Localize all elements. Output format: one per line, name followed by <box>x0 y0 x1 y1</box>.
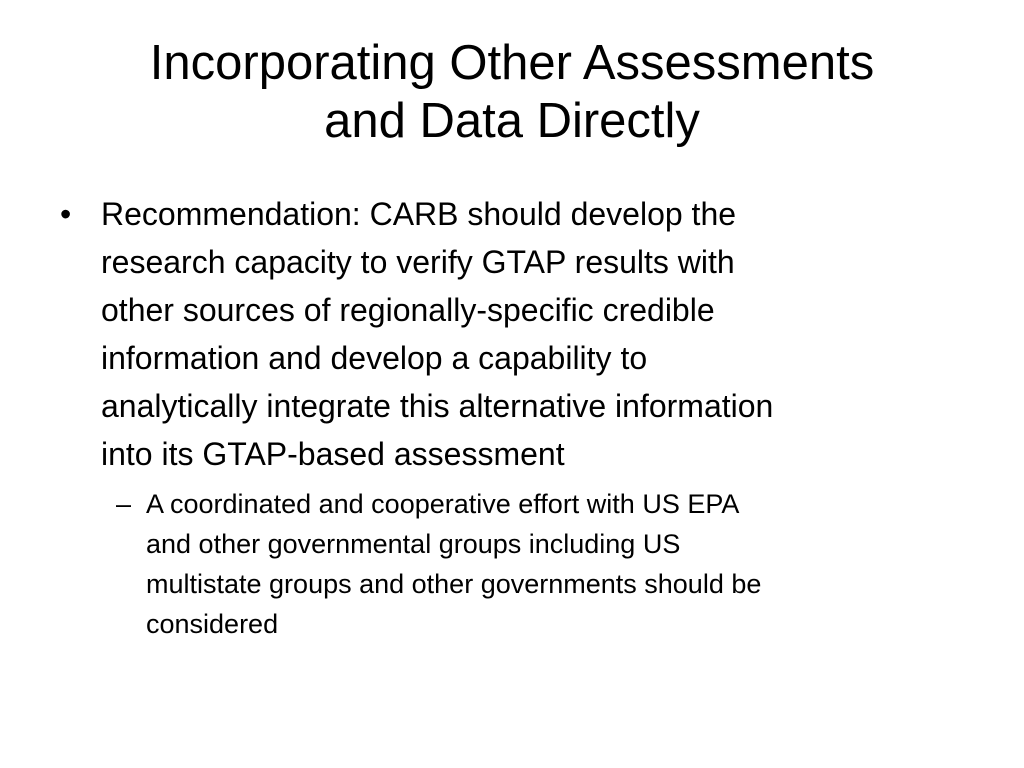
slide-body <box>58 190 958 644</box>
bullet-line-4: information and develop a capability to <box>101 340 648 376</box>
main-bullet <box>58 190 958 478</box>
sub-bullet <box>58 484 958 644</box>
sub-bullet-line-4: considered <box>146 609 279 639</box>
title-line-1: Incorporating Other Assessments <box>149 36 875 90</box>
dash-icon: – <box>116 489 132 519</box>
bullet-dot-icon: • <box>60 196 72 232</box>
bullet-line-6: into its GTAP-based assessment <box>101 436 565 472</box>
slide-title <box>40 34 984 150</box>
bullet-line-5: analytically integrate this alternative information <box>101 388 774 424</box>
bullet-line-2: research capacity to verify GTAP results with <box>101 244 735 280</box>
sub-bullet-line-3: multistate groups and other governments should be <box>146 569 762 599</box>
bullet-line-3: other sources of regionally-specific credible <box>101 292 715 328</box>
sub-bullet-line-2: and other governmental groups including US <box>146 529 681 559</box>
sub-bullet-line-1: A coordinated and cooperative effort with US EPA <box>146 489 740 519</box>
title-line-2: and Data Directly <box>324 94 700 148</box>
bullet-line-1: Recommendation: CARB should develop the <box>101 196 737 232</box>
